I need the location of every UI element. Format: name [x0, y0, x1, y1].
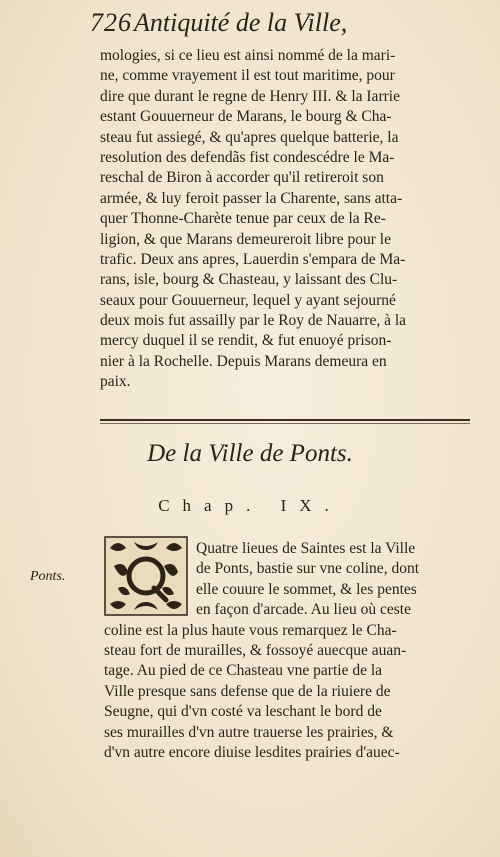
body-line: ligion, & que Marans demeureroit libre pour le	[100, 230, 391, 248]
body-line: ne, comme vrayement il est tout maritime, pour	[100, 67, 395, 85]
chapter-line: coline est la plus haute vous remarquez le Cha-	[104, 621, 397, 639]
chapter-line: elle couure le sommet, & les pentes	[196, 580, 417, 598]
body-line: dire que durant le regne de Henry III. & la Iarrie	[100, 87, 400, 105]
body-line: mologies, si ce lieu est ainsi nommé de la mari-	[100, 47, 396, 64]
chapter-line: tage. Au pied de ce Chasteau vne partie de la	[104, 662, 383, 680]
body-line: rans, isle, bourg & Chasteau, y laissant des Clu-	[100, 271, 398, 289]
section-rule-thin	[100, 423, 470, 424]
body-line: resolution des defendãs fist condescédre le Ma-	[100, 148, 395, 166]
margin-note: Ponts.	[30, 569, 66, 584]
body-text	[100, 46, 470, 393]
chapter-line: steau fort de murailles, & fossoyé auecque auan-	[104, 641, 407, 659]
body-line: estant Gouuerneur de Marans, le bourg & Cha-	[100, 108, 392, 126]
body-line: reschal de Biron à accorder qu'il retireroit son	[100, 169, 384, 187]
chapter-line: Quatre lieues de Saintes est la Ville	[196, 540, 416, 557]
body-line: nier à la Rochelle. Depuis Marans demeura en	[100, 352, 387, 370]
chapter-line: en façon d'arcade. Au lieu où ceste	[196, 601, 411, 619]
chapter-line: Seugne, qui d'vn costé va leschant le bord de	[104, 703, 382, 721]
body-line: quer Thonne-Charète tenue par ceux de la Re-	[100, 210, 386, 228]
body-line: seaux pour Gouuerneur, lequel y ayant sejourné	[100, 291, 396, 309]
chapter-line: Ville presque sans defense que de la riuiere de	[104, 682, 391, 700]
body-line: paix.	[100, 373, 131, 391]
running-title: Antiquité de la Ville,	[134, 8, 348, 37]
body-line: trafic. Deux ans apres, Lauerdin s'empara de Ma-	[100, 250, 406, 268]
page-number: 726	[90, 8, 132, 37]
body-line: deux mois fut assailly par le Roy de Nauarre, à la	[100, 312, 407, 330]
body-line: steau fut assiegé, & qu'apres quelque batterie, la	[100, 128, 399, 146]
chapter-line: de Ponts, bastie sur vne coline, dont	[196, 560, 419, 578]
chapter-line: d'vn autre encore diuise lesdites prairies d'auec-	[104, 743, 400, 761]
section-rule	[100, 419, 470, 421]
page-header	[90, 8, 470, 46]
chapter-text	[104, 539, 474, 763]
chapter-line: ses murailles d'vn autre trauerse les prairies, &	[104, 723, 394, 741]
chapter-heading: Chap. IX.	[158, 496, 342, 515]
body-line: mercy duquel il se rendit, & fut enuoyé prison-	[100, 332, 392, 350]
body-line: armée, & luy feroit passer la Charente, sans atta-	[100, 189, 403, 207]
section-title: De la Ville de Ponts.	[147, 440, 353, 467]
